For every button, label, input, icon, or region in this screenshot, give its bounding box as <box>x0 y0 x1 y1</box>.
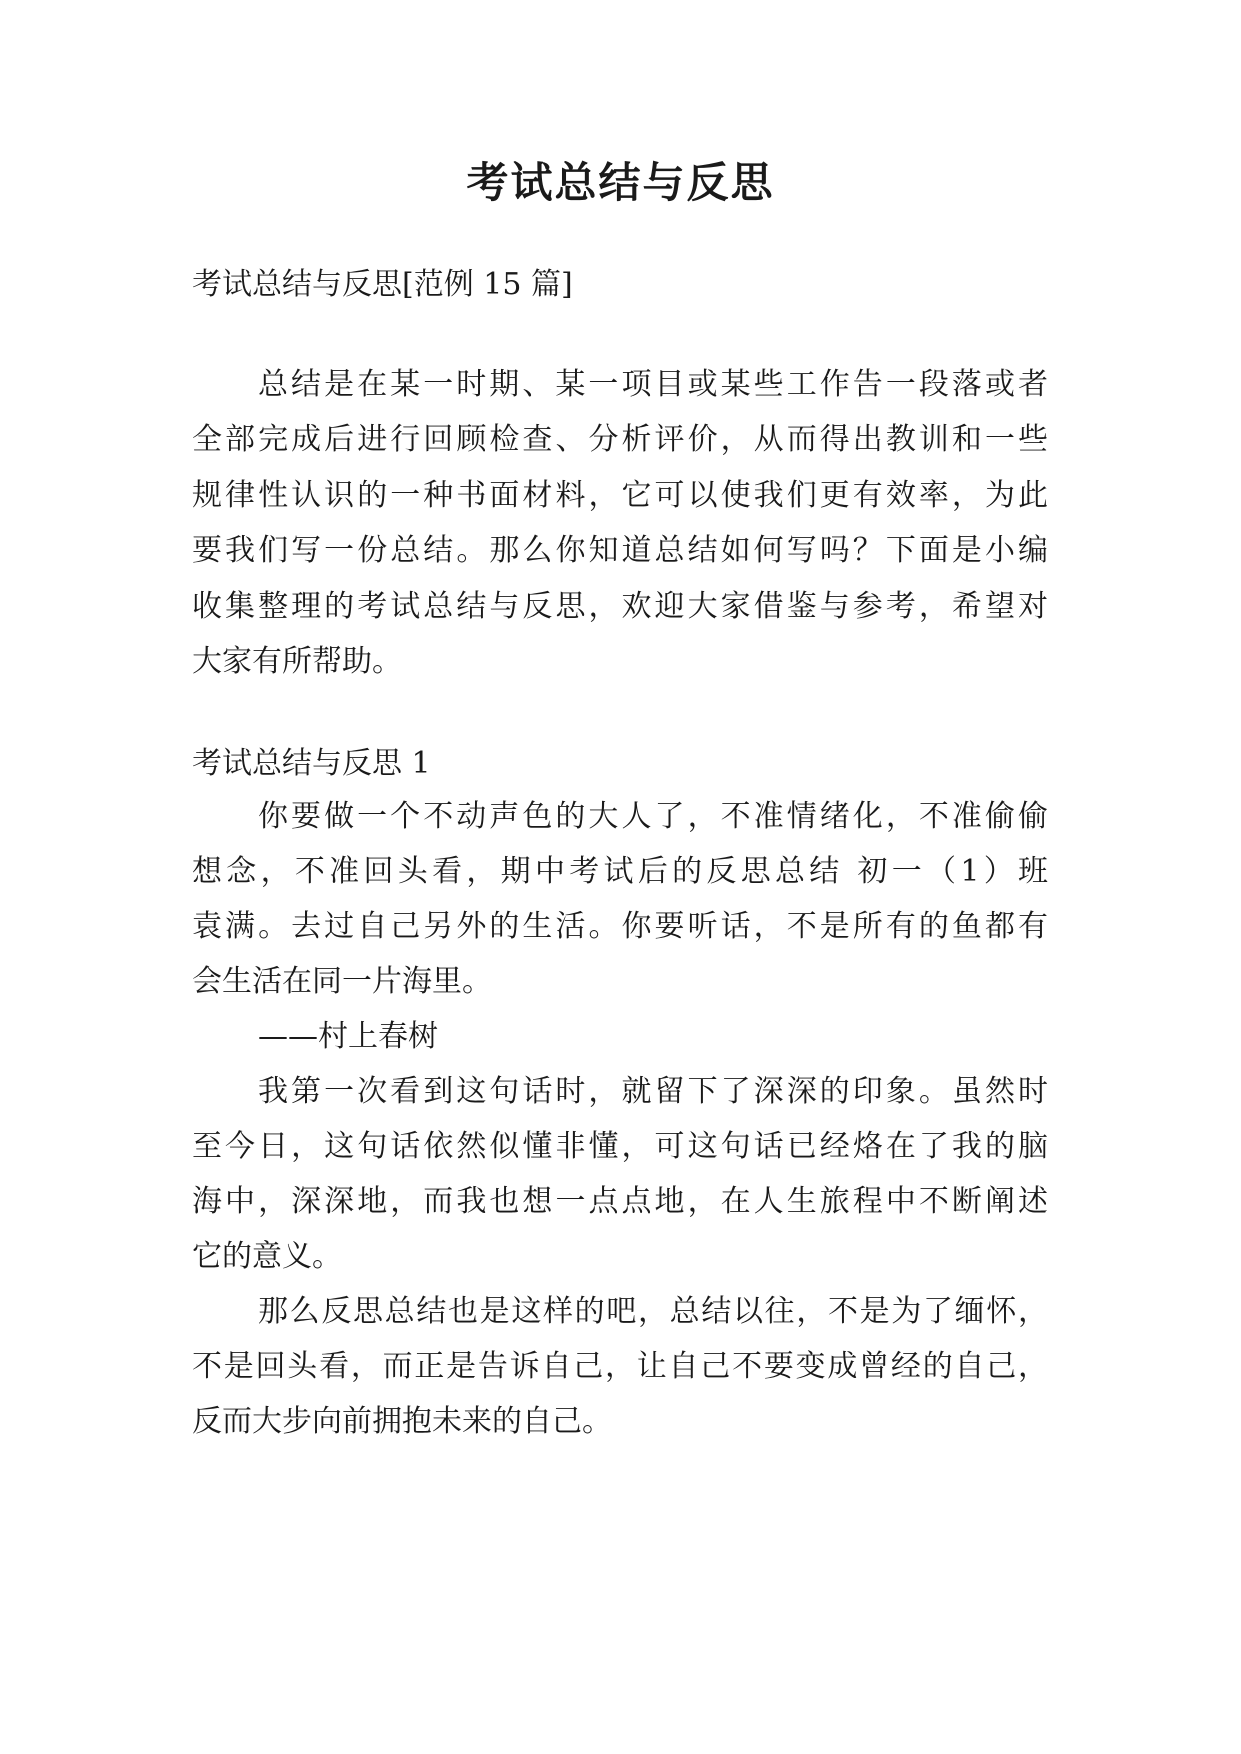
paragraph-line: 至今日，这句话依然似懂非懂，可这句话已经烙在了我的脑 <box>192 1129 1048 1164</box>
paragraph-line: 反而大步向前拥抱未来的自己。 <box>192 1404 612 1439</box>
paragraph-line: 那么反思总结也是这样的吧，总结以往，不是为了缅怀， <box>258 1294 1048 1329</box>
paragraph-line: 想念，不准回头看，期中考试后的反思总结 初一（1）班 <box>192 854 1048 889</box>
intro-line: 要我们写一份总结。那么你知道总结如何写吗？下面是小编 <box>192 533 1048 568</box>
paragraph-line: 袁满。去过自己另外的生活。你要听话，不是所有的鱼都有 <box>192 909 1048 944</box>
paragraph-line: 你要做一个不动声色的大人了，不准情绪化，不准偷偷 <box>258 799 1048 834</box>
paragraph-line: 会生活在同一片海里。 <box>192 964 492 999</box>
section-heading: 考试总结与反思 1 <box>192 746 431 781</box>
intro-line: 总结是在某一时期、某一项目或某些工作告一段落或者 <box>258 367 1048 402</box>
intro-line: 收集整理的考试总结与反思，欢迎大家借鉴与参考，希望对 <box>192 589 1048 624</box>
intro-line: 全部完成后进行回顾检查、分析评价，从而得出教训和一些 <box>192 422 1048 457</box>
document-subtitle: 考试总结与反思[范例 15 篇] <box>192 267 573 302</box>
paragraph-line: 我第一次看到这句话时，就留下了深深的印象。虽然时 <box>258 1074 1048 1109</box>
paragraph-line: 海中，深深地，而我也想一点点地，在人生旅程中不断阐述 <box>192 1184 1048 1219</box>
paragraph-line: 它的意义。 <box>192 1239 342 1274</box>
paragraph-line: 不是回头看，而正是告诉自己，让自己不要变成曾经的自己， <box>192 1349 1048 1384</box>
intro-line: 规律性认识的一种书面材料，它可以使我们更有效率，为此 <box>192 478 1048 513</box>
page-title: 考试总结与反思 <box>466 158 775 207</box>
intro-line: 大家有所帮助。 <box>192 644 402 679</box>
quote-attribution: ——村上春树 <box>258 1019 438 1054</box>
